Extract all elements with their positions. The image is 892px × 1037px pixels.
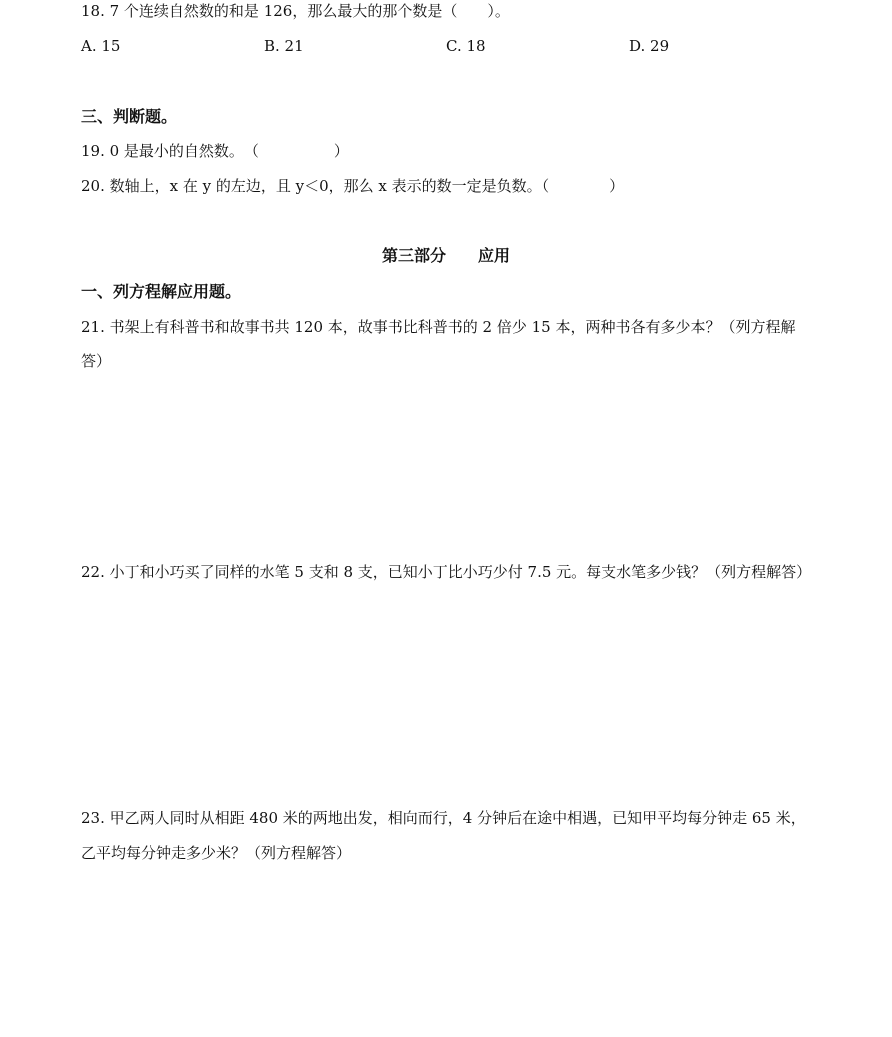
q18-option-a: A. 15	[81, 37, 121, 55]
q21-line1: 21. 书架上有科普书和故事书共 120 本，故事书比科普书的 2 倍少 15 本，两种书各有多少本？（列方程解	[81, 318, 796, 336]
q18-stem: 18. 7 个连续自然数的和是 126，那么最大的那个数是（ ）。	[81, 2, 510, 20]
q20: 20. 数轴上，x 在 y 的左边，且 y＜0，那么 x 表示的数一定是负数。（ ）	[81, 177, 625, 195]
section-judge-heading: 三、判断题。	[81, 107, 178, 126]
part3-title: 第三部分 应用	[381, 246, 510, 265]
q19: 19. 0 是最小的自然数。 （ ）	[81, 142, 349, 160]
q18-options	[81, 36, 821, 56]
q18-option-c: C. 18	[446, 37, 486, 55]
q18-option-b: B. 21	[264, 37, 304, 55]
q21-line2: 答）	[81, 352, 112, 370]
q18-option-d: D. 29	[629, 37, 670, 55]
q23-line2: 乙平均每分钟走多少米？（列方程解答）	[81, 844, 352, 862]
q23-line1: 23. 甲乙两人同时从相距 480 米的两地出发，相向而行，4 分钟后在途中相遇，已知甲平均每分钟走 65 米，	[81, 809, 806, 827]
section-apply-heading: 一、列方程解应用题。	[81, 282, 242, 301]
q22: 22. 小丁和小巧买了同样的水笔 5 支和 8 支，已知小丁比小巧少付 7.5 元。每支水笔多少钱？（列方程解答）	[81, 563, 812, 581]
